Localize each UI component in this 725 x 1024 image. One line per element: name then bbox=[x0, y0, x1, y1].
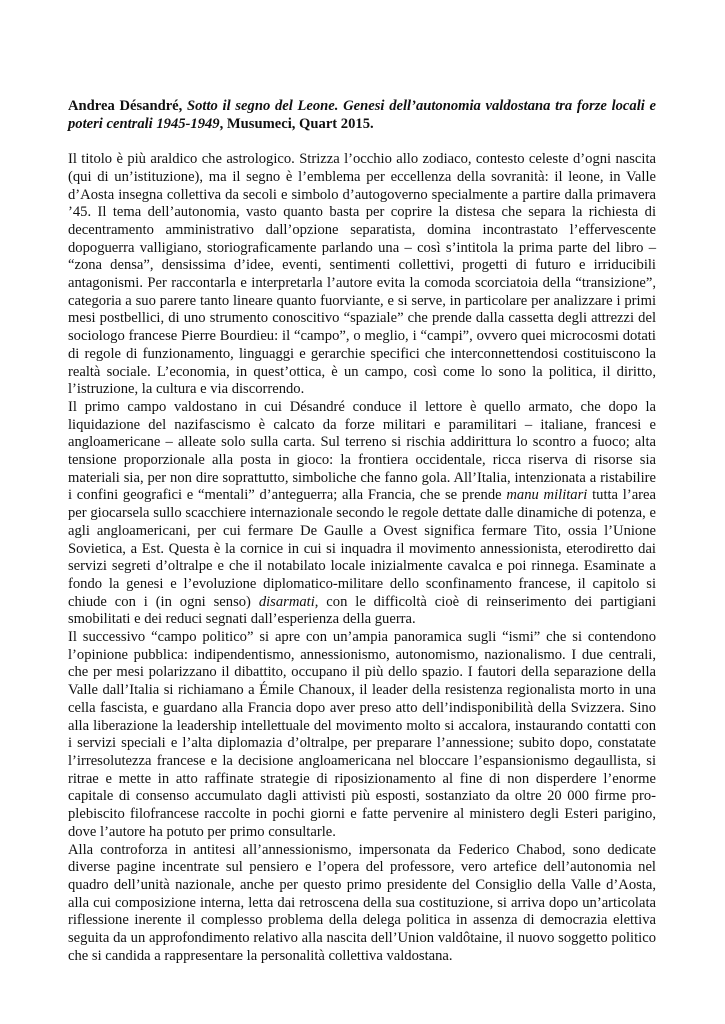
book-reference-header bbox=[68, 98, 656, 133]
book-author: Andrea Désandré, bbox=[68, 98, 188, 114]
book-publisher: , Musumeci, Quart 2015. bbox=[219, 115, 374, 132]
paragraph-text: Il primo campo valdostano in cui Désandré conduce il lettore è quello armato, che dopo la liquidazione del nazifascismo è calcato da forze militari e paramilitari – italiane, francesi e angloamericane – alleate solo sulla carta. Sul terreno si rischia addirittura lo scontro a fuoco; alta tensione proporzionale alla posta in gioco: la frontiera occidentale, ricca riserva di risorse sia materiali sia, per non dire soprattutto, simboliche che fanno gola. All’Italia, intenzionata a ristabilire i confini geografici e “mentali” d’anteguerra; alla Francia, che se prende bbox=[68, 398, 656, 504]
review-paragraph-2 bbox=[68, 399, 656, 629]
paragraph-italic-text: disarmati bbox=[258, 593, 315, 610]
paragraph-text: tutta l’area per giocarsela sullo scacchiere internazionale secondo le regole dettate dalle dinamiche di potenza, e agli angloamericani, per cui fermare De Gaulle a Ovest significa fermare Tito, ossia l’Unione Sovietica, a Est. Questa è la cornice in cui si inquadra il movimento annessionista, eterodiretto dai servizi segreti d’oltralpe e che il notabilato locale inizialmente cavalca e poi rinnega. Esaminate a fondo la genesi e l’evoluzione diplomatico-militare dello sconfinamento francese, il capitolo si chiude con i (in ogni senso) bbox=[68, 487, 656, 610]
paragraph-text: , con le difficoltà cioè di reinserimento dei partigiani smobilitati e dei reduci segnati dall’esperienza della guerra. bbox=[68, 593, 656, 628]
paragraph-text: Il successivo “campo politico” si apre con un’ampia panoramica sugli “ismi” che si contendono l’opinione pubblica: indipendentismo, annessionismo, autonomismo, nazionalismo. I due centrali, che per mesi polarizzano il dibattito, occupano il più dello spazio. I fautori della separazione della Valle dall’Italia si richiamano a Émile Chanoux, il leader della resistenza regionalista morto in una cella fascista, e guardano alla Francia dopo aver preso atto dell’indisponibilità della Svizzera. Sino alla liberazione la leadership intellettuale del movimento molto si accalora, instaurando contatti con i servizi speciali e l’alta diplomazia d’oltralpe, per preparare l’annessione; subito dopo, constatate l’irresolutezza francese e la decisione angloamericana nel bloccare l’espansionismo degaullista, si ritrae e mette in atto raffinate strategie di riposizionamento al fine di non disperdere l’enorme capitale di consenso accumulato dagli attivisti più esposti, sostanziato da oltre 20 000 firme pro-plebiscito filofrancese raccolte in pochi giorni e fatte pervenire al ministero degli Esteri parigino, dove l’autore ha potuto per primo consultarle. bbox=[68, 629, 656, 840]
paragraph-text: Alla controforza in antitesi all’annessionismo, impersonata da Federico Chabod, sono dedicate diverse pagine incentrate sul pensiero e l’opera del professore, vero artefice dell’autonomia nel quadro dell’unità nazionale, anche per questo primo presidente del Consiglio della Valle d’Aosta, alla cui composizione interna, letta dai retroscena della sua costituzione, si arriva dopo un’articolata riflessione inerente il complesso problema della delega politica in assenza di democrazia elettiva seguita da un approfondimento relativo alla nascita dell’Union valdôtaine, il nuovo soggetto politico che si candida a rappresentare la personalità collettiva valdostana. bbox=[68, 841, 656, 964]
review-paragraph-1 bbox=[68, 151, 656, 399]
review-page bbox=[68, 98, 656, 965]
paragraph-text: Il titolo è più araldico che astrologico. Strizza l’occhio allo zodiaco, contesto celeste d’ogni nascita (qui di un’istituzione), ma il segno è l’emblema per eccellenza della sovranità: il leone, in Valle d’Aosta insegna collettiva da secoli e simbolo d’autogoverno specialmente a partire dalla primavera ’45. Il tema dell’autonomia, vasto quanto basta per coprire la distesa che separa la richiesta di decentramento amministrativo dall’opzione separatista, domina incontrastato l’effervescente dopoguerra valligiano, storiograficamente parlando una – così s’intitola la prima parte del libro – “zona densa”, densissima d’idee, eventi, sentimenti collettivi, progetti di futuro e irriducibili antagonismi. Per raccontarla e interpretarla l’autore evita la comoda scorciatoia della “transizione”, categoria a suo parere tanto lineare quanto fuorviante, e si serve, in particolare per analizzare i primi mesi postbellici, di uno strumento conoscitivo “spaziale” che prende dalla cassetta degli attrezzi del sociologo francese Pierre Bourdieu: il “campo”, o meglio, i “campi”, ovvero quei microcosmi dotati di regole di funzionamento, linguaggi e gerarchie specifici che interconnettendosi costituiscono la realtà sociale. L’economia, in quest’ottica, è un campo, così come lo sono la politica, il diritto, l’istruzione, la cultura e via discorrendo. bbox=[68, 151, 656, 398]
book-title: Sotto il segno del Leone. Genesi dell’autonomia valdostana tra forze locali e poteri centrali 1945-1949 bbox=[68, 98, 656, 132]
review-paragraph-3 bbox=[68, 629, 656, 841]
review-body bbox=[68, 151, 656, 965]
review-paragraph-4 bbox=[68, 842, 656, 966]
paragraph-italic-text: manu militari bbox=[506, 487, 588, 504]
